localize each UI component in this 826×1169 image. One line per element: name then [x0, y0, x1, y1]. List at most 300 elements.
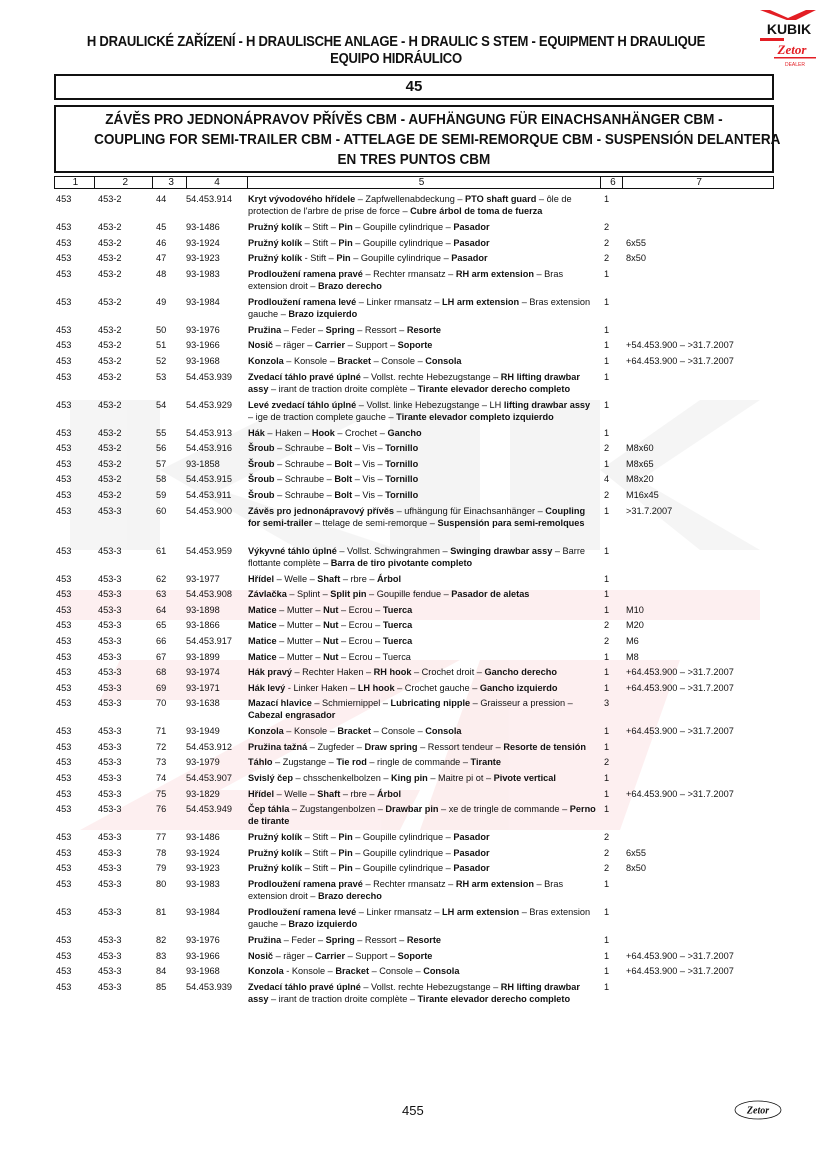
- cell-description: [248, 741, 602, 757]
- cell-description: [248, 458, 602, 474]
- table-row: [54, 619, 774, 635]
- description-segment: – Crochet gauche –: [394, 682, 480, 693]
- cell-part-number: 93-1899: [186, 651, 220, 662]
- column-header-1: 1: [55, 177, 95, 188]
- cell-note: [624, 193, 774, 221]
- cell-part-number: 54.453.912: [186, 741, 232, 752]
- cell-subgroup: 453-3: [98, 907, 122, 918]
- parts-table: [54, 193, 774, 1009]
- cell-description: [248, 697, 602, 725]
- description-bold-segment: Pružný kolík: [248, 237, 303, 248]
- subtitle-line-3: EN TRES PUNTOS CBM: [337, 151, 491, 168]
- cell-quantity: 1: [604, 604, 610, 615]
- table-row: [54, 651, 774, 667]
- cell-description: [248, 505, 602, 545]
- cell-group: 453: [56, 847, 72, 858]
- description-bold-segment: Čep táhla: [248, 804, 290, 815]
- column-header-5: 5: [248, 177, 601, 188]
- cell-description: [248, 619, 602, 635]
- table-row: [54, 831, 774, 847]
- description-bold-segment: Matice: [248, 604, 277, 615]
- cell-note: [624, 878, 774, 906]
- description-segment: – Rechter Haken –: [291, 667, 374, 678]
- description-segment: – Ecrou – Tuerca: [338, 651, 411, 662]
- description-segment: – Crochet droit –: [411, 667, 485, 678]
- cell-note: 6x55: [626, 847, 646, 858]
- cell-group: 453: [56, 832, 72, 843]
- cell-subgroup: 453-3: [98, 741, 122, 752]
- column-header-2: 2: [95, 177, 153, 188]
- description-segment: – Splint –: [286, 589, 331, 600]
- cell-part-number: 93-1979: [186, 757, 220, 768]
- cell-description: [248, 252, 602, 268]
- cell-quantity: 1: [604, 907, 610, 918]
- description-segment: – Konsole –: [283, 355, 338, 366]
- cell-quantity: 1: [604, 324, 610, 335]
- cell-subgroup: 453-2: [98, 237, 122, 248]
- cell-subgroup: 453-3: [98, 698, 122, 709]
- subtitle-line-2: COUPLING FOR SEMI-TRAILER CBM - ATTELAGE DE SEMI-REMORQUE CBM - SUSPENSIÓN DELANTERA: [94, 131, 781, 148]
- cell-part-number: 54.453.959: [186, 545, 232, 556]
- cell-description: [248, 831, 602, 847]
- cell-subgroup: 453-2: [98, 427, 122, 438]
- description-segment: – Rechter rmansatz –: [362, 268, 456, 279]
- description-bold-segment: Pasador: [451, 253, 488, 264]
- table-row: [54, 588, 774, 604]
- cell-position: 69: [156, 682, 167, 693]
- description-bold-segment: Pružný kolík: [248, 863, 303, 874]
- description-bold-segment: Nut: [323, 635, 339, 646]
- cell-subgroup: 453-3: [98, 620, 122, 631]
- cell-note: [624, 934, 774, 950]
- cell-note: M8x65: [626, 458, 654, 469]
- cell-quantity: 1: [604, 966, 610, 977]
- description-bold-segment: Hook: [311, 427, 335, 438]
- cell-position: 63: [156, 589, 167, 600]
- cell-group: 453: [56, 682, 72, 693]
- cell-part-number: 93-1983: [186, 879, 220, 890]
- cell-group: 453: [56, 253, 72, 264]
- cell-quantity: 2: [604, 757, 610, 768]
- description-bold-segment: Split pin: [330, 589, 367, 600]
- cell-position: 58: [156, 474, 167, 485]
- description-bold-segment: Bolt: [334, 443, 353, 454]
- title-line-1: H DRAULICKÉ ZAŘÍZENÍ - H DRAULISCHE ANLAGE - H DRAULIC S STEM - EQUIPMENT H DRAULIQUE: [86, 34, 706, 50]
- cell-description: [248, 906, 602, 934]
- cell-note: +64.453.900 – >31.7.2007: [626, 726, 734, 737]
- description-bold-segment: Brazo derecho: [317, 891, 382, 902]
- description-bold-segment: Nut: [323, 651, 339, 662]
- cell-group: 453: [56, 981, 72, 992]
- description-bold-segment: Bolt: [334, 489, 353, 500]
- description-bold-segment: Závlačka: [248, 589, 287, 600]
- cell-note: [624, 831, 774, 847]
- cell-quantity: 4: [604, 474, 610, 485]
- cell-subgroup: 453-3: [98, 773, 122, 784]
- cell-position: 52: [156, 355, 167, 366]
- description-segment: – Zugstange –: [272, 757, 337, 768]
- cell-position: 71: [156, 726, 167, 737]
- cell-subgroup: 453-3: [98, 847, 122, 858]
- column-header-6: 6: [601, 177, 623, 188]
- cell-part-number: 93-1486: [186, 222, 220, 232]
- cell-position: 68: [156, 667, 167, 678]
- cell-position: 62: [156, 573, 167, 584]
- description-segment: – Bras extension droit –: [248, 268, 564, 291]
- table-row: [54, 371, 774, 399]
- cell-part-number: 93-1924: [186, 237, 220, 248]
- description-bold-segment: Soporte: [397, 950, 433, 961]
- description-bold-segment: Pružina: [248, 935, 282, 946]
- cell-subgroup: 453-3: [98, 879, 122, 890]
- cell-position: 75: [156, 788, 167, 799]
- cell-position: 48: [156, 268, 167, 279]
- description-segment: – irant de traction droite complète –: [268, 383, 418, 394]
- description-bold-segment: Pin: [338, 832, 353, 843]
- description-bold-segment: Pasador: [453, 832, 490, 843]
- description-segment: – Goupille cylindrique –: [352, 847, 454, 858]
- zetor-footer-logo: [734, 1100, 782, 1120]
- cell-description: [248, 545, 602, 573]
- description-segment: – Mutter –: [276, 635, 324, 646]
- description-bold-segment: Bracket: [335, 966, 370, 977]
- description-bold-segment: Nosič: [248, 340, 274, 351]
- description-segment: – Stift –: [302, 222, 339, 232]
- description-bold-segment: Pivote vertical: [493, 773, 556, 784]
- description-segment: – xe de tringle de commande –: [438, 804, 570, 815]
- description-bold-segment: Prodloužení ramena levé: [248, 296, 357, 307]
- cell-group: 453: [56, 935, 72, 946]
- description-segment: – Stift –: [302, 847, 339, 858]
- cell-quantity: 1: [604, 682, 610, 693]
- cell-part-number: 93-1977: [186, 573, 220, 584]
- description-bold-segment: Tornillo: [385, 458, 419, 469]
- description-bold-segment: Resorte: [406, 324, 442, 335]
- description-segment: – Rechter rmansatz –: [362, 879, 456, 890]
- cell-subgroup: 453-2: [98, 253, 122, 264]
- description-bold-segment: Tuerca: [382, 604, 413, 615]
- description-bold-segment: Cubre árbol de toma de fuerza: [410, 206, 543, 216]
- description-bold-segment: Pružný kolík: [248, 222, 303, 232]
- description-bold-segment: Tornillo: [385, 443, 419, 454]
- cell-part-number: 54.453.939: [186, 981, 232, 992]
- cell-subgroup: 453-2: [98, 489, 122, 500]
- description-bold-segment: Árbol: [377, 788, 402, 799]
- cell-description: [248, 756, 602, 772]
- cell-subgroup: 453-2: [98, 296, 122, 307]
- cell-quantity: 1: [604, 788, 610, 799]
- cell-quantity: 2: [604, 635, 610, 646]
- cell-part-number: 54.453.913: [186, 427, 232, 438]
- cell-quantity: 1: [604, 296, 610, 307]
- cell-description: [248, 772, 602, 788]
- description-segment: – Ecrou –: [338, 620, 383, 631]
- description-bold-segment: RH lifting drawbar assy: [248, 371, 580, 394]
- cell-subgroup: 453-3: [98, 935, 122, 946]
- description-segment: – Vollst. Schwingrahmen –: [336, 545, 451, 556]
- description-segment: – Support –: [345, 340, 398, 351]
- cell-note: [624, 697, 774, 725]
- cell-position: 67: [156, 651, 167, 662]
- cell-subgroup: 453-3: [98, 505, 122, 516]
- table-row: [54, 788, 774, 804]
- description-segment: – chsschenkelbolzen –: [292, 773, 392, 784]
- description-bold-segment: Tirante: [470, 757, 501, 768]
- description-bold-segment: Bolt: [334, 474, 353, 485]
- description-bold-segment: Pružný kolík: [248, 832, 303, 843]
- description-bold-segment: LH arm extension: [442, 296, 520, 307]
- cell-note: M6: [626, 635, 639, 646]
- cell-subgroup: 453-3: [98, 651, 122, 662]
- table-row: [54, 604, 774, 620]
- description-bold-segment: Carrier: [314, 340, 346, 351]
- cell-group: 453: [56, 773, 72, 784]
- cell-note: [624, 756, 774, 772]
- description-segment: – Goupille fendue –: [366, 589, 452, 600]
- cell-position: 51: [156, 340, 167, 351]
- cell-part-number: 54.453.908: [186, 589, 232, 600]
- cell-group: 453: [56, 222, 72, 232]
- description-bold-segment: Brazo izquierdo: [288, 308, 358, 319]
- cell-subgroup: 453-3: [98, 981, 122, 992]
- description-segment: – Graisseur a pression –: [470, 698, 573, 709]
- cell-subgroup: 453-2: [98, 194, 122, 204]
- cell-group: 453: [56, 620, 72, 631]
- cell-position: 45: [156, 222, 167, 232]
- description-bold-segment: Carrier: [314, 950, 346, 961]
- cell-description: [248, 725, 602, 741]
- description-bold-segment: Šroub: [248, 474, 275, 485]
- description-bold-segment: Šroub: [248, 443, 275, 454]
- description-bold-segment: Pasador: [453, 863, 490, 874]
- description-segment: – Support –: [345, 950, 398, 961]
- cell-note: M8: [626, 651, 639, 662]
- cell-part-number: 54.453.915: [186, 474, 232, 485]
- description-segment: – Ressort tendeur –: [417, 741, 504, 752]
- cell-note: [624, 741, 774, 757]
- cell-description: [248, 268, 602, 296]
- description-segment: – Goupille cylindrique –: [352, 832, 454, 843]
- cell-note: [624, 573, 774, 589]
- description-segment: – irant de traction droite complète –: [268, 993, 418, 1004]
- table-row: [54, 442, 774, 458]
- section-number: 45: [405, 78, 423, 95]
- cell-description: [248, 934, 602, 950]
- cell-part-number: 93-1966: [186, 340, 220, 351]
- description-bold-segment: King pin: [391, 773, 428, 784]
- subtitle-line-1: ZÁVĚS PRO JEDNONÁPRAVOV PŘÍVĚS CBM - AUFHÄNGUNG FÜR EINACHSANHÄNGER CBM -: [105, 111, 723, 128]
- cell-subgroup: 453-2: [98, 324, 122, 335]
- description-bold-segment: Šroub: [248, 458, 275, 469]
- cell-note: M8x60: [626, 443, 654, 454]
- description-bold-segment: Tuerca: [382, 635, 413, 646]
- cell-description: [248, 862, 602, 878]
- cell-subgroup: 453-2: [98, 268, 122, 279]
- cell-group: 453: [56, 474, 72, 485]
- cell-position: 50: [156, 324, 167, 335]
- cell-note: [624, 371, 774, 399]
- table-row: [54, 252, 774, 268]
- cell-quantity: 1: [604, 399, 610, 410]
- description-bold-segment: Tirante elevador derecho completo: [417, 993, 571, 1004]
- description-segment: – Welle –: [274, 788, 318, 799]
- description-bold-segment: Prodloužení ramena levé: [248, 907, 357, 918]
- table-row: [54, 473, 774, 489]
- description-segment: – Maitre pi ot –: [427, 773, 494, 784]
- description-bold-segment: Pasador: [453, 847, 490, 858]
- description-segment: – Ressort –: [354, 324, 407, 335]
- cell-part-number: 93-1924: [186, 847, 220, 858]
- cell-note: [624, 772, 774, 788]
- description-segment: – Linker rmansatz –: [356, 907, 443, 918]
- cell-position: 54: [156, 399, 167, 410]
- description-bold-segment: Mazací hlavice: [248, 698, 312, 709]
- cell-part-number: 93-1984: [186, 907, 220, 918]
- cell-description: [248, 847, 602, 863]
- logo-top-text: KUBIK: [766, 21, 812, 37]
- description-bold-segment: Pasador de aletas: [451, 589, 530, 600]
- cell-description: [248, 193, 602, 221]
- cell-position: 76: [156, 804, 167, 815]
- cell-description: [248, 371, 602, 399]
- description-bold-segment: LH hook: [357, 682, 395, 693]
- cell-quantity: 1: [604, 773, 610, 784]
- table-row: [54, 505, 774, 545]
- cell-group: 453: [56, 966, 72, 977]
- cell-part-number: 54.453.911: [186, 489, 232, 500]
- description-bold-segment: Výkyvné táhlo úplné: [248, 545, 337, 556]
- description-bold-segment: Shaft: [317, 573, 341, 584]
- table-row: [54, 296, 774, 324]
- description-bold-segment: Lubricating nipple: [390, 698, 471, 709]
- cell-position: 44: [156, 194, 167, 204]
- cell-quantity: 1: [604, 458, 610, 469]
- cell-subgroup: 453-2: [98, 474, 122, 485]
- cell-part-number: 93-1983: [186, 268, 220, 279]
- cell-quantity: 1: [604, 340, 610, 351]
- cell-part-number: 54.453.917: [186, 635, 232, 646]
- cell-position: 59: [156, 489, 167, 500]
- table-row: [54, 906, 774, 934]
- table-row: [54, 427, 774, 443]
- cell-description: [248, 788, 602, 804]
- description-segment: – Schraube –: [274, 443, 335, 454]
- cell-subgroup: 453-3: [98, 635, 122, 646]
- cell-part-number: 93-1638: [186, 698, 220, 709]
- cell-position: 79: [156, 863, 167, 874]
- cell-description: [248, 666, 602, 682]
- cell-part-number: 93-1858: [186, 458, 220, 469]
- description-bold-segment: Pružina: [248, 324, 282, 335]
- table-row: [54, 741, 774, 757]
- cell-group: 453: [56, 443, 72, 454]
- cell-position: 82: [156, 935, 167, 946]
- description-bold-segment: Gancho izquierdo: [479, 682, 558, 693]
- cell-position: 85: [156, 981, 167, 992]
- description-segment: – Goupille cylindrique –: [352, 222, 454, 232]
- description-segment: - Linker Haken –: [285, 682, 358, 693]
- cell-part-number: 93-1949: [186, 726, 220, 737]
- cell-part-number: 54.453.939: [186, 371, 232, 382]
- description-bold-segment: Perno de tirante: [248, 804, 596, 827]
- cell-description: [248, 965, 602, 981]
- title-line-2: EQUIPO HIDRÁULICO: [330, 51, 462, 67]
- cell-group: 453: [56, 194, 72, 204]
- cell-group: 453: [56, 757, 72, 768]
- cell-note: M20: [626, 620, 644, 631]
- description-bold-segment: Drawbar pin: [385, 804, 439, 815]
- table-row: [54, 772, 774, 788]
- description-segment: – Stift –: [302, 863, 339, 874]
- description-segment: – Schraube –: [274, 474, 335, 485]
- description-bold-segment: Spring: [325, 324, 355, 335]
- description-bold-segment: Konzola: [248, 966, 284, 977]
- description-segment: – Schmiernippel –: [311, 698, 391, 709]
- description-segment: – Ecrou –: [338, 604, 383, 615]
- cell-note: +64.453.900 – >31.7.2007: [626, 950, 734, 961]
- description-segment: – Crochet –: [334, 427, 388, 438]
- table-row: [54, 635, 774, 651]
- cell-group: 453: [56, 324, 72, 335]
- description-bold-segment: Brazo derecho: [317, 280, 382, 291]
- logo-tag-text: DEALER: [784, 62, 806, 68]
- cell-position: 80: [156, 879, 167, 890]
- description-segment: – räger –: [273, 950, 315, 961]
- cell-position: 60: [156, 505, 167, 516]
- cell-part-number: 93-1971: [186, 682, 220, 693]
- cell-subgroup: 453-3: [98, 863, 122, 874]
- description-bold-segment: Pin: [338, 847, 353, 858]
- logo-bottom-text: Zetor: [777, 42, 807, 57]
- cell-position: 72: [156, 741, 167, 752]
- cell-part-number: 93-1923: [186, 253, 220, 264]
- cell-quantity: 1: [604, 667, 610, 678]
- cell-part-number: 54.453.916: [186, 443, 232, 454]
- description-bold-segment: Pružný kolík: [248, 253, 303, 264]
- cell-group: 453: [56, 863, 72, 874]
- cell-description: [248, 573, 602, 589]
- description-bold-segment: Pasador: [453, 222, 490, 232]
- cell-quantity: 1: [604, 804, 610, 815]
- description-bold-segment: Tornillo: [385, 474, 419, 485]
- cell-quantity: 2: [604, 237, 610, 248]
- cell-note: [624, 296, 774, 324]
- cell-group: 453: [56, 355, 72, 366]
- cell-group: 453: [56, 604, 72, 615]
- description-segment: – Linker rmansatz –: [356, 296, 443, 307]
- description-segment: – Ecrou –: [338, 635, 383, 646]
- description-bold-segment: Závěs pro jednonápravový přívěs: [248, 505, 395, 516]
- cell-note: +64.453.900 – >31.7.2007: [626, 966, 734, 977]
- description-bold-segment: PTO shaft guard: [465, 194, 537, 204]
- table-row: [54, 878, 774, 906]
- cell-quantity: 3: [604, 698, 610, 709]
- table-row: [54, 221, 774, 237]
- cell-quantity: 2: [604, 863, 610, 874]
- cell-note: [624, 545, 774, 573]
- description-bold-segment: Shaft: [317, 788, 341, 799]
- cell-subgroup: 453-2: [98, 222, 122, 232]
- description-segment: – Vis –: [352, 474, 386, 485]
- description-bold-segment: Pin: [338, 863, 353, 874]
- cell-subgroup: 453-3: [98, 589, 122, 600]
- cell-note: +64.453.900 – >31.7.2007: [626, 355, 734, 366]
- cell-part-number: 93-1968: [186, 355, 220, 366]
- table-row: [54, 803, 774, 831]
- description-segment: – Vollst. rechte Hebezugstange –: [360, 371, 501, 382]
- cell-group: 453: [56, 505, 72, 516]
- cell-part-number: 54.453.949: [186, 804, 232, 815]
